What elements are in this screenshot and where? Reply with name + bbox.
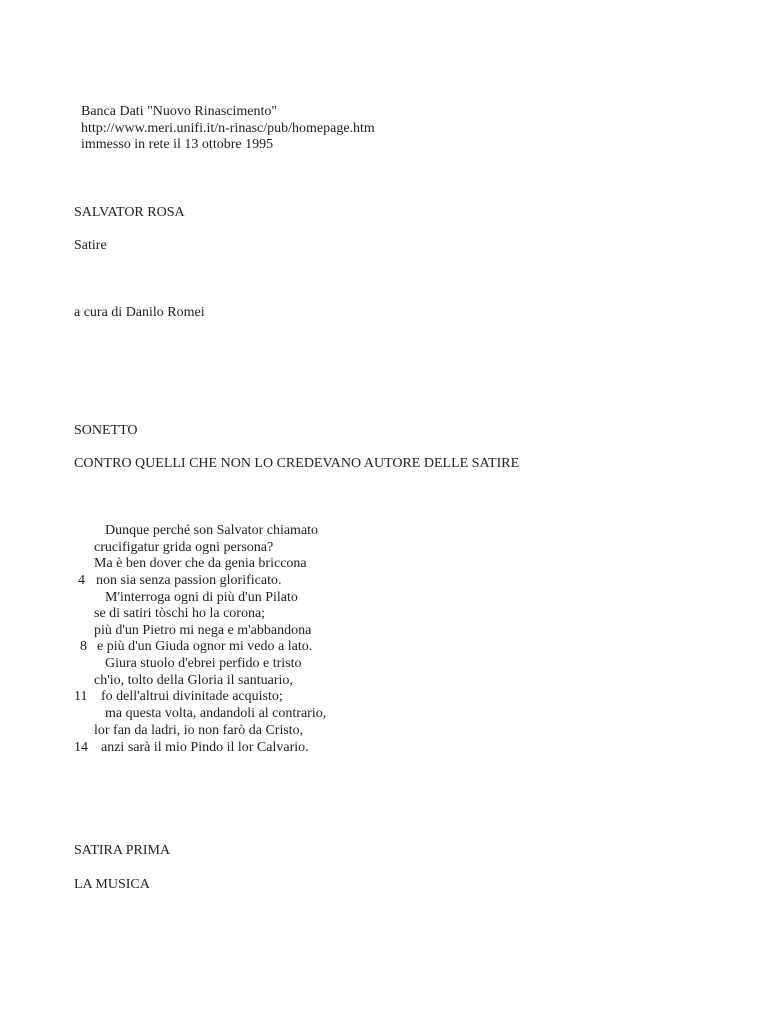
verse-line: se di satiri tòschi ho la corona; xyxy=(94,606,266,621)
satire-subtitle: LA MUSICA xyxy=(74,877,150,892)
verse-line: Ma è ben dover che da genia briccona xyxy=(94,556,307,571)
source-url: http://www.meri.unifi.it/n-rinasc/pub/homepage.htm xyxy=(81,121,375,136)
verse-line: lor fan da ladri, io non farò da Cristo, xyxy=(94,723,304,738)
sonnet-heading: SONETTO xyxy=(74,423,138,438)
verse-line: Giura stuolo d'ebrei perfido e tristo xyxy=(105,656,302,671)
verse-line: M'interroga ogni di più d'un Pilato xyxy=(105,590,298,605)
verse-line: più d'un Pietro mi nega e m'abbandona xyxy=(94,623,312,638)
verse-line: ma questa volta, andandoli al contrario, xyxy=(105,706,327,721)
author-name: SALVATOR ROSA xyxy=(74,205,185,220)
verse-line: Dunque perché son Salvator chiamato xyxy=(105,523,319,538)
verse-number: 4 xyxy=(78,573,85,588)
verse-number: 11 xyxy=(74,689,88,704)
verse-line: non sia senza passion glorificato. xyxy=(96,573,282,588)
verse-number: 14 xyxy=(74,740,88,755)
satire-heading: SATIRA PRIMA xyxy=(74,843,171,858)
verse-line: e più d'un Giuda ognor mi vedo a lato. xyxy=(97,639,313,654)
database-name: Banca Dati "Nuovo Rinascimento" xyxy=(81,104,278,119)
verse-line: fo dell'altrui divinitade acquisto; xyxy=(101,689,283,704)
verse-number: 8 xyxy=(80,639,87,654)
verse-line: anzi sarà il mio Pindo il lor Calvario. xyxy=(101,740,309,755)
verse-line: ch'io, tolto della Gloria il santuario, xyxy=(94,673,293,688)
work-title: Satire xyxy=(74,238,107,253)
editor-credit: a cura di Danilo Romei xyxy=(74,305,205,320)
verse-line: crucifigatur grida ogni persona? xyxy=(94,540,274,555)
publication-date: immesso in rete il 13 ottobre 1995 xyxy=(81,137,274,152)
sonnet-subtitle: CONTRO QUELLI CHE NON LO CREDEVANO AUTORE DELLE SATIRE xyxy=(74,456,520,471)
